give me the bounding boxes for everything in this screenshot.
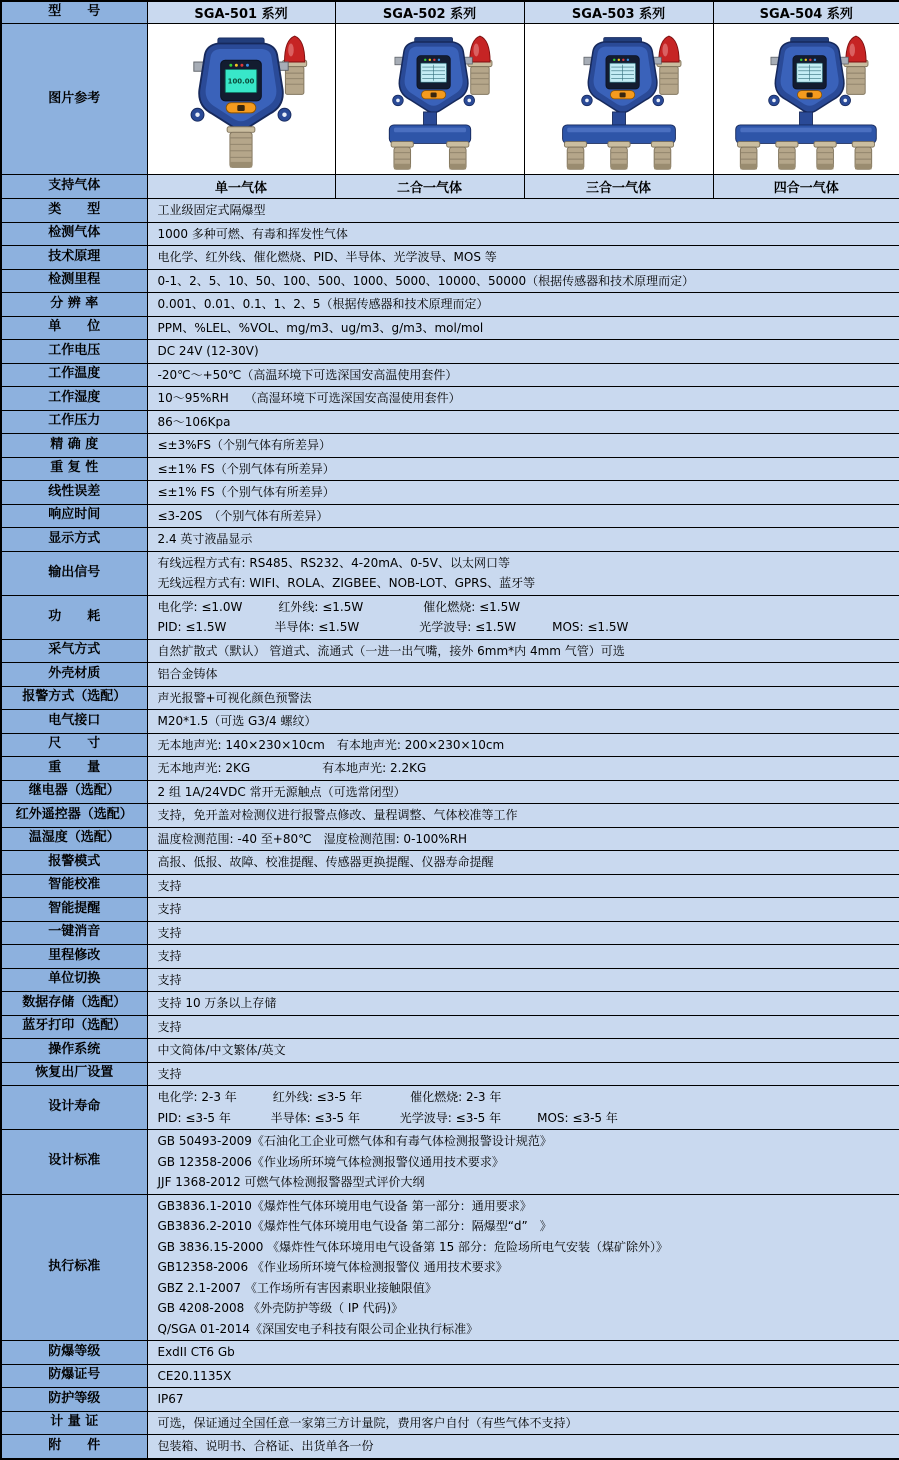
- spec-row: [1, 1194, 899, 1341]
- spec-row: [1, 710, 899, 734]
- spec-value-line: 支持: [157, 902, 182, 916]
- spec-row: [1, 269, 899, 293]
- spec-row: [1, 434, 899, 458]
- spec-value-line: GBZ 2.1-2007 《工作场所有害因素职业接触限值》: [157, 1280, 437, 1295]
- spec-row-label: 显示方式: [1, 528, 147, 552]
- single-gas-detector: [152, 25, 330, 173]
- spec-value-line: ExdII CT6 Gb: [157, 1345, 235, 1359]
- spec-value-line: GB 12358-2006《作业场所环境气体检测报警仪通用技术要求》: [157, 1154, 504, 1169]
- lcd-reading: 100.00: [227, 77, 255, 86]
- spec-value-line: 电化学: 2-3 年 红外线: ≤3-5 年 催化燃烧: 2-3 年: [157, 1090, 502, 1104]
- spec-value-line: 0-1、2、5、10、50、100、500、1000、5000、10000、50000（根据传感器和技术原理而定）: [157, 273, 695, 288]
- spec-row-label: 红外遥控器（选配）: [1, 804, 147, 828]
- spec-row-label: 功 耗: [1, 595, 147, 639]
- spec-row-value: [147, 733, 899, 757]
- gas-sensor: [738, 142, 760, 170]
- spec-row-label: 设计标准: [1, 1130, 147, 1195]
- spec-row-label: 工作温度: [1, 363, 147, 387]
- spec-value-line: GB 4208-2008 《外壳防护等级（ IP 代码)》: [157, 1301, 404, 1315]
- spec-row-label: 工作湿度: [1, 387, 147, 411]
- spec-row: [1, 1364, 899, 1388]
- spec-row: [1, 992, 899, 1016]
- spec-row-label: 操作系统: [1, 1039, 147, 1063]
- product-image-cell-sga-503: [524, 24, 713, 175]
- spec-row-label: 设计寿命: [1, 1086, 147, 1130]
- spec-row-value: [147, 410, 899, 434]
- spec-row-label: 防爆等级: [1, 1341, 147, 1365]
- spec-row: [1, 1086, 899, 1130]
- spec-row: [1, 757, 899, 781]
- spec-row-value: [147, 757, 899, 781]
- gas-mode-single: 单一气体: [147, 175, 335, 199]
- spec-row-value: [147, 992, 899, 1016]
- spec-row-label: 重 量: [1, 757, 147, 781]
- header-row: [1, 1, 899, 24]
- spec-row-value: [147, 804, 899, 828]
- spec-row-value: [147, 1039, 899, 1063]
- spec-row-value: [147, 1364, 899, 1388]
- spec-row-label: 工作压力: [1, 410, 147, 434]
- spec-row-value: [147, 528, 899, 552]
- spec-value-line: 支持: [157, 1066, 182, 1081]
- gas-sensor: [446, 142, 468, 170]
- spec-row-value: [147, 199, 899, 223]
- gas-sensor: [853, 142, 875, 170]
- spec-value-line: 包装箱、说明书、合格证、出货单各一份: [157, 1439, 374, 1453]
- spec-row: [1, 293, 899, 317]
- spec-row-label: 一键消音: [1, 921, 147, 945]
- spec-value-line: GB12358-2006 《作业场所环境气体检测报警仪 通用技术要求》: [157, 1260, 508, 1274]
- spec-row: [1, 1341, 899, 1365]
- spec-row: [1, 528, 899, 552]
- spec-row-label: 温湿度（选配）: [1, 827, 147, 851]
- spec-row-label: 报警方式（选配）: [1, 686, 147, 710]
- dual-gas-detector: [341, 25, 519, 173]
- spec-row-label: 尺 寸: [1, 733, 147, 757]
- spec-row: [1, 780, 899, 804]
- spec-row: [1, 733, 899, 757]
- gas-mode-quad: 四合一气体: [713, 175, 899, 199]
- spec-value-line: 2.4 英寸液晶显示: [157, 532, 253, 546]
- spec-row-value: [147, 898, 899, 922]
- spec-value-line: 0.001、0.01、0.1、1、2、5（根据传感器和技术原理而定）: [157, 297, 489, 311]
- spec-value-line: 中文简体/中文繁体/英文: [157, 1043, 286, 1057]
- spec-value-line: CE20.1135X: [157, 1368, 232, 1383]
- spec-row-label: 智能提醒: [1, 898, 147, 922]
- model-name-sga-501: SGA-501 系列: [147, 1, 335, 24]
- spec-row: [1, 504, 899, 528]
- spec-row-label: 执行标准: [1, 1194, 147, 1341]
- spec-value-line: 支持: [157, 878, 182, 893]
- spec-row-value: [147, 1341, 899, 1365]
- supported-gas-row: [1, 175, 899, 199]
- spec-row: [1, 246, 899, 270]
- spec-row: [1, 551, 899, 595]
- spec-value-line: 可选，保证通过全国任意一家第三方计量院，费用客户自付（有些气体不支持）: [157, 1415, 578, 1430]
- spec-value-line: IP67: [157, 1392, 184, 1406]
- spec-value-line: 无线远程方式有: WIFI、ROLA、ZIGBEE、NOB-LOT、GPRS、蓝牙等: [157, 576, 536, 590]
- spec-row-value: [147, 595, 899, 639]
- spec-value-line: -20℃～+50℃（高温环境下可选深国安高温使用套件）: [157, 367, 458, 382]
- spec-row-label: 防爆证号: [1, 1364, 147, 1388]
- spec-value-line: GB 3836.15-2000 《爆炸性气体环境用电气设备第 15 部分：危险场所电气安装（煤矿除外）》: [157, 1239, 669, 1254]
- gas-sensor: [391, 142, 413, 170]
- spec-row-value: [147, 387, 899, 411]
- spec-row-label: 防护等级: [1, 1388, 147, 1412]
- spec-row-label: 技术原理: [1, 246, 147, 270]
- spec-row-value: [147, 874, 899, 898]
- model-name-sga-503: SGA-503 系列: [524, 1, 713, 24]
- spec-row-value: [147, 222, 899, 246]
- spec-row-label: 单位切换: [1, 968, 147, 992]
- spec-row: [1, 410, 899, 434]
- spec-row-label: 附 件: [1, 1435, 147, 1459]
- spec-row-value: [147, 1388, 899, 1412]
- spec-row-label: 精 确 度: [1, 434, 147, 458]
- spec-row-value: [147, 340, 899, 364]
- detector-body: [769, 37, 851, 112]
- gas-sensor: [607, 142, 629, 170]
- detector-body: [581, 37, 663, 112]
- spec-row-value: [147, 551, 899, 595]
- spec-value-line: 高报、低报、故障、校准提醒、传感器更换提醒、仪器寿命提醒: [157, 855, 494, 869]
- gas-sensor: [227, 127, 255, 168]
- alarm-beacon-icon: [844, 36, 868, 94]
- spec-row-label: 线性误差: [1, 481, 147, 505]
- spec-value-line: 电化学、红外线、催化燃烧、PID、半导体、光学波导、MOS 等: [157, 250, 497, 264]
- spec-row: [1, 481, 899, 505]
- spec-row-label: 电气接口: [1, 710, 147, 734]
- spec-row-label: 检测气体: [1, 222, 147, 246]
- spec-value-line: M20*1.5（可选 G3/4 螺纹）: [157, 714, 317, 728]
- spec-row: [1, 898, 899, 922]
- spec-row: [1, 1411, 899, 1435]
- gas-mode-triple: 三合一气体: [524, 175, 713, 199]
- spec-row-value: [147, 827, 899, 851]
- model-name-sga-504: SGA-504 系列: [713, 1, 899, 24]
- spec-row-label: 检测里程: [1, 269, 147, 293]
- spec-value-line: ≤±3%FS（个别气体有所差异）: [157, 438, 331, 452]
- spec-row-label: 类 型: [1, 199, 147, 223]
- spec-row: [1, 945, 899, 969]
- spec-row-label: 单 位: [1, 316, 147, 340]
- spec-body: [1, 199, 899, 1459]
- spec-value-line: ≤±1% FS（个别气体有所差异）: [157, 461, 335, 476]
- spec-row-value: [147, 293, 899, 317]
- spec-value-line: PID: ≤3-5 年 半导体: ≤3-5 年 光学波导: ≤3-5 年 MOS: ≤3-5 年: [157, 1110, 618, 1125]
- spec-row-value: [147, 663, 899, 687]
- spec-value-line: GB 50493-2009《石油化工企业可燃气体和有毒气体检测报警设计规范》: [157, 1134, 552, 1148]
- detector-body: [191, 38, 291, 130]
- spec-value-line: 86～106Kpa: [157, 414, 231, 429]
- spec-row: [1, 1388, 899, 1412]
- spec-row-label: 输出信号: [1, 551, 147, 595]
- spec-row-label: 数据存储（选配）: [1, 992, 147, 1016]
- detector-body: [392, 37, 474, 112]
- spec-value-line: 工业级固定式隔爆型: [157, 203, 266, 217]
- spec-value-line: ≤±1% FS（个别气体有所差异）: [157, 485, 335, 499]
- spec-row-value: [147, 968, 899, 992]
- spec-row-value: [147, 780, 899, 804]
- spec-value-line: 无本地声光: 2KG 有本地声光: 2.2KG: [157, 761, 427, 775]
- spec-value-line: DC 24V (12-30V): [157, 344, 259, 358]
- product-image-cell-sga-504: [713, 24, 899, 175]
- spec-row: [1, 340, 899, 364]
- spec-row: [1, 921, 899, 945]
- spec-row: [1, 222, 899, 246]
- spec-row-value: [147, 1435, 899, 1459]
- spec-row-label: 外壳材质: [1, 663, 147, 687]
- spec-row-label: 智能校准: [1, 874, 147, 898]
- triple-gas-detector: [530, 25, 708, 173]
- spec-row: [1, 804, 899, 828]
- spec-row-label: 工作电压: [1, 340, 147, 364]
- spec-row-value: [147, 504, 899, 528]
- spec-row: [1, 595, 899, 639]
- gas-row-label: 支持气体: [1, 175, 147, 199]
- spec-row-label: 继电器（选配）: [1, 780, 147, 804]
- spec-value-line: 有线远程方式有: RS485、RS232、4-20mA、0-5V、以太网口等: [157, 555, 511, 570]
- gas-sensor: [814, 142, 836, 170]
- spec-row-value: [147, 1062, 899, 1086]
- spec-row: [1, 457, 899, 481]
- alarm-beacon-icon: [467, 36, 491, 94]
- spec-row-value: [147, 1015, 899, 1039]
- image-row: [1, 24, 899, 175]
- gas-sensor: [651, 142, 673, 170]
- spec-row-value: [147, 921, 899, 945]
- spec-value-line: 无本地声光: 140×230×10cm 有本地声光: 200×230×10cm: [157, 737, 505, 752]
- spec-value-line: PPM、%LEL、%VOL、mg/m3、ug/m3、g/m3、mol/mol: [157, 320, 484, 335]
- spec-row-value: [147, 457, 899, 481]
- spec-row-value: [147, 269, 899, 293]
- spec-value-line: 支持: [157, 925, 182, 940]
- spec-row: [1, 1039, 899, 1063]
- spec-value-line: GB3836.1-2010《爆炸性气体环境用电气设备 第一部分：通用要求》: [157, 1198, 532, 1213]
- spec-value-line: 温度检测范围: -40 至+80℃ 湿度检测范围: 0-100%RH: [157, 831, 468, 846]
- spec-row: [1, 1435, 899, 1459]
- spec-row-value: [147, 686, 899, 710]
- quad-gas-detector: [717, 25, 895, 173]
- product-image-cell-sga-501: [147, 24, 335, 175]
- spec-value-line: PID: ≤1.5W 半导体: ≤1.5W 光学波导: ≤1.5W MOS: ≤1.5W: [157, 620, 629, 634]
- gas-mode-dual: 二合一气体: [335, 175, 524, 199]
- spec-row: [1, 1130, 899, 1195]
- spec-row: [1, 199, 899, 223]
- spec-row-label: 响应时间: [1, 504, 147, 528]
- spec-row-value: [147, 316, 899, 340]
- spec-row-value: [147, 1411, 899, 1435]
- spec-value-line: ≤3-20S （个别气体有所差异）: [157, 508, 329, 523]
- spec-value-line: JJF 1368-2012 可燃气体检测报警器型式评价大纲: [157, 1175, 425, 1189]
- spec-value-line: 支持 10 万条以上存储: [157, 996, 277, 1010]
- spec-row: [1, 663, 899, 687]
- image-row-label: 图片参考: [1, 24, 147, 175]
- spec-row-value: [147, 1086, 899, 1130]
- spec-row-value: [147, 246, 899, 270]
- spec-row: [1, 686, 899, 710]
- spec-value-line: 电化学: ≤1.0W 红外线: ≤1.5W 催化燃烧: ≤1.5W: [157, 599, 521, 614]
- spec-value-line: 1000 多种可燃、有毒和挥发性气体: [157, 226, 348, 241]
- spec-value-line: GB3836.2-2010《爆炸性气体环境用电气设备 第二部分：隔爆型“d” 》: [157, 1219, 552, 1233]
- spec-value-line: 2 组 1A/24VDC 常开无源触点（可选常闭型）: [157, 784, 406, 799]
- spec-row: [1, 874, 899, 898]
- spec-row-label: 计 量 证: [1, 1411, 147, 1435]
- spec-row-value: [147, 639, 899, 663]
- model-row-label: 型 号: [1, 1, 147, 24]
- spec-row-label: 里程修改: [1, 945, 147, 969]
- spec-value-line: 声光报警+可视化颜色预警法: [157, 690, 312, 705]
- spec-row-label: 报警模式: [1, 851, 147, 875]
- spec-row: [1, 851, 899, 875]
- spec-row-value: [147, 434, 899, 458]
- spec-value-line: 支持: [157, 1019, 182, 1034]
- spec-value-line: 支持，免开盖对检测仪进行报警点修改、量程调整、气体校准等工作: [157, 808, 518, 822]
- spec-row: [1, 639, 899, 663]
- spec-row: [1, 1062, 899, 1086]
- spec-value-line: 支持: [157, 949, 182, 963]
- spec-row-value: [147, 1130, 899, 1195]
- spec-row: [1, 387, 899, 411]
- spec-row-value: [147, 851, 899, 875]
- spec-value-line: 10～95%RH （高湿环境下可选深国安高湿使用套件）: [157, 391, 461, 405]
- spec-row-value: [147, 1194, 899, 1341]
- spec-row-value: [147, 945, 899, 969]
- spec-row: [1, 827, 899, 851]
- spec-value-line: 铝合金铸体: [157, 667, 218, 681]
- spec-row-label: 采气方式: [1, 639, 147, 663]
- spec-row: [1, 363, 899, 387]
- spec-row-label: 重 复 性: [1, 457, 147, 481]
- spec-row-label: 蓝牙打印（选配）: [1, 1015, 147, 1039]
- spec-row-value: [147, 481, 899, 505]
- alarm-beacon-icon: [656, 36, 680, 94]
- spec-row: [1, 968, 899, 992]
- product-image-cell-sga-502: [335, 24, 524, 175]
- spec-row: [1, 1015, 899, 1039]
- spec-row-label: 恢复出厂设置: [1, 1062, 147, 1086]
- gas-sensor: [564, 142, 586, 170]
- spec-row-label: 分 辨 率: [1, 293, 147, 317]
- model-name-sga-502: SGA-502 系列: [335, 1, 524, 24]
- spec-value-line: 自然扩散式（默认） 管道式、流通式（一进一出气嘴，接外 6mm*内 4mm 气管）可选: [157, 643, 625, 658]
- spec-row-value: [147, 363, 899, 387]
- spec-value-line: Q/SGA 01-2014《深国安电子科技有限公司企业执行标准》: [157, 1321, 479, 1336]
- spec-value-line: 支持: [157, 972, 182, 987]
- gas-sensor: [776, 142, 798, 170]
- spec-row-value: [147, 710, 899, 734]
- spec-row: [1, 316, 899, 340]
